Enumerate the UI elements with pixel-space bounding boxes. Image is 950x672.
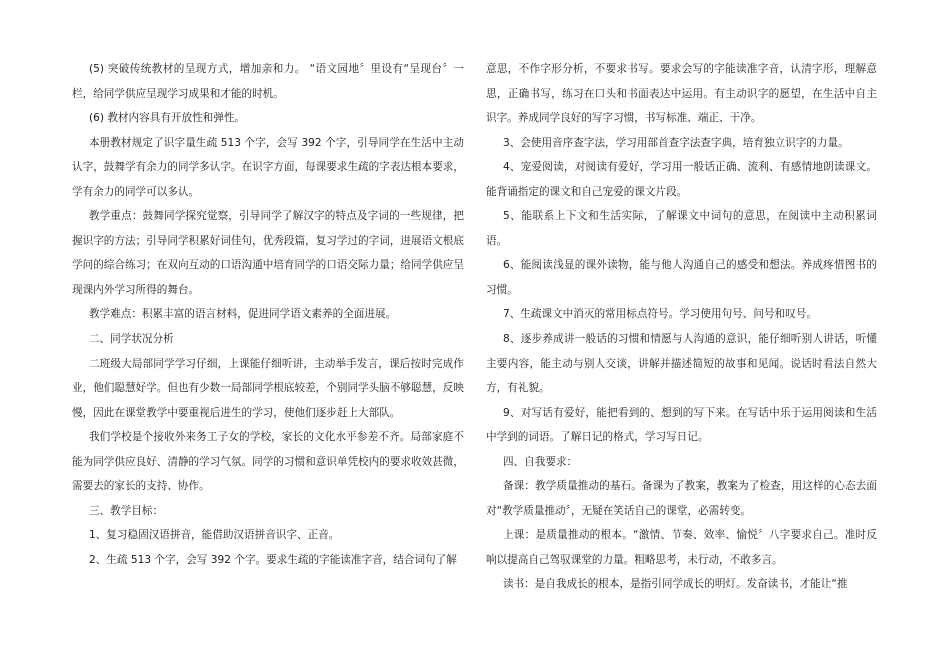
section-heading-student-analysis: 二、同学状况分析 [88, 333, 174, 346]
left-para-5: 教学难点：积累丰富的语言材料，促进同学语文素养的全面进展。 [88, 308, 397, 321]
right-para-3: 4、宠爱阅读，对阅读有爱好，学习用一般话正确、流利、有感情地朗读课文。能背诵指定的课文和自己宠爱的课文片段。 [486, 161, 877, 198]
left-para-2: (6) 教材内容具有开放性和弹性。 [88, 112, 246, 125]
right-para-7: 8、逐步养成讲一般话的习惯和情愿与人沟通的意识，能仔细听别人讲话，听懂主要内容，能主动与别人交谈，讲解并描述简短的故事和见闻。说话时看法自然大方，有礼貌。 [486, 333, 877, 395]
left-column [72, 57, 464, 572]
section-heading-teaching-goals: 三、教学目标： [88, 504, 164, 517]
section-heading-self-requirements: 四、自我要求： [502, 455, 578, 468]
right-para-1: 意思，不作字形分析，不要求书写。要求会写的字能读准字音，认清字形，理解意思，正确书写，练习在口头和书面表达中运用。有主动识字的愿望，在生活中自主识字。养成同学良好的写字习惯，书写标准、端正、干净。 [486, 63, 877, 125]
right-para-11: 上课：是质量推动的根本。“激情、节奏、效率、愉悦〞八字要求自己。准时反响以提高自己驾驭课堂的力量。粗略思考，未行动，不敢多言。 [486, 529, 877, 566]
right-para-12: 读书：是自我成长的根本，是指引同学成长的明灯。发奋读书，才能让“推 [502, 578, 848, 591]
right-para-6: 7、生疏课文中消灭的常用标点符号。学习使用句号、问号和叹号。 [502, 308, 817, 321]
left-para-8: 我们学校是个接收外来务工子女的学校，家长的文化水平参差不齐。局部家庭不能为同学供应良好、清静的学习气氛。同学的习惯和意识单凭校内的要求收效甚微，需要去的家长的支持、协作。 [72, 431, 464, 493]
left-para-7: 二班级大局部同学学习仔细，上课能仔细听讲，主动举手发言，课后按时完成作业，他们聪慧好学。但也有少数一局部同学根底较差，个别同学头脑不够聪慧，反映慢，因此在课堂教学中要重视后进生的学习，使他们逐步赶上大部队。 [72, 357, 464, 419]
right-para-5: 6、能阅读浅显的课外读物，能与他人沟通自己的感受和想法。养成疼惜图书的习惯。 [486, 259, 877, 296]
right-para-4: 5、能联系上下文和生活实际，了解课文中词句的意思，在阅读中主动积累词语。 [486, 210, 877, 247]
left-para-10: 1、复习稳固汉语拼音，能借助汉语拼音识字、正音。 [88, 529, 340, 542]
left-para-3: 本册教材规定了识字量生疏 513 个字，会写 392 个字，引导同学在生活中主动认字，鼓舞学有余力的同学多认字。在识字方面，每课要求生疏的字表达根本要求，学有余力的同学可以多认。 [72, 136, 464, 198]
right-para-10: 备课：教学质量推动的基石。备课为了教案，教案为了检查，用这样的心态去面对“教学质量推动〞，无疑在笑话自己的课堂，必需转变。 [486, 480, 877, 517]
right-column [486, 57, 877, 597]
right-para-8: 9、对写话有爱好，能把看到的、想到的写下来。在写话中乐于运用阅读和生活中学到的词语。了解日记的格式，学习写日记。 [486, 406, 877, 444]
right-para-2: 3、会使用音序查字法，学习用部首查字法查字典，培育独立识字的力量。 [502, 136, 849, 149]
left-para-4: 教学重点：鼓舞同学探究觉察，引导同学了解汉字的特点及字词的一些规律，把握识字的方法；引导同学积累好词佳句，优秀段篇，复习学过的字词，进展语文根底学问的综合练习；在双向互动的口语沟通中培育同学的口语交际力量；给同学供应呈现课内外学习所得的舞台。 [72, 210, 464, 296]
left-para-11: 2、生疏 513 个字，会写 392 个字。要求生疏的字能读准字音，结合词句了解 [88, 553, 457, 566]
left-para-1: (5) 突破传统教材的呈现方式，增加亲和力。 “语文园地〞里设有“呈现台〞一栏，给同学供应呈现学习成果和才能的时机。 [72, 63, 464, 100]
